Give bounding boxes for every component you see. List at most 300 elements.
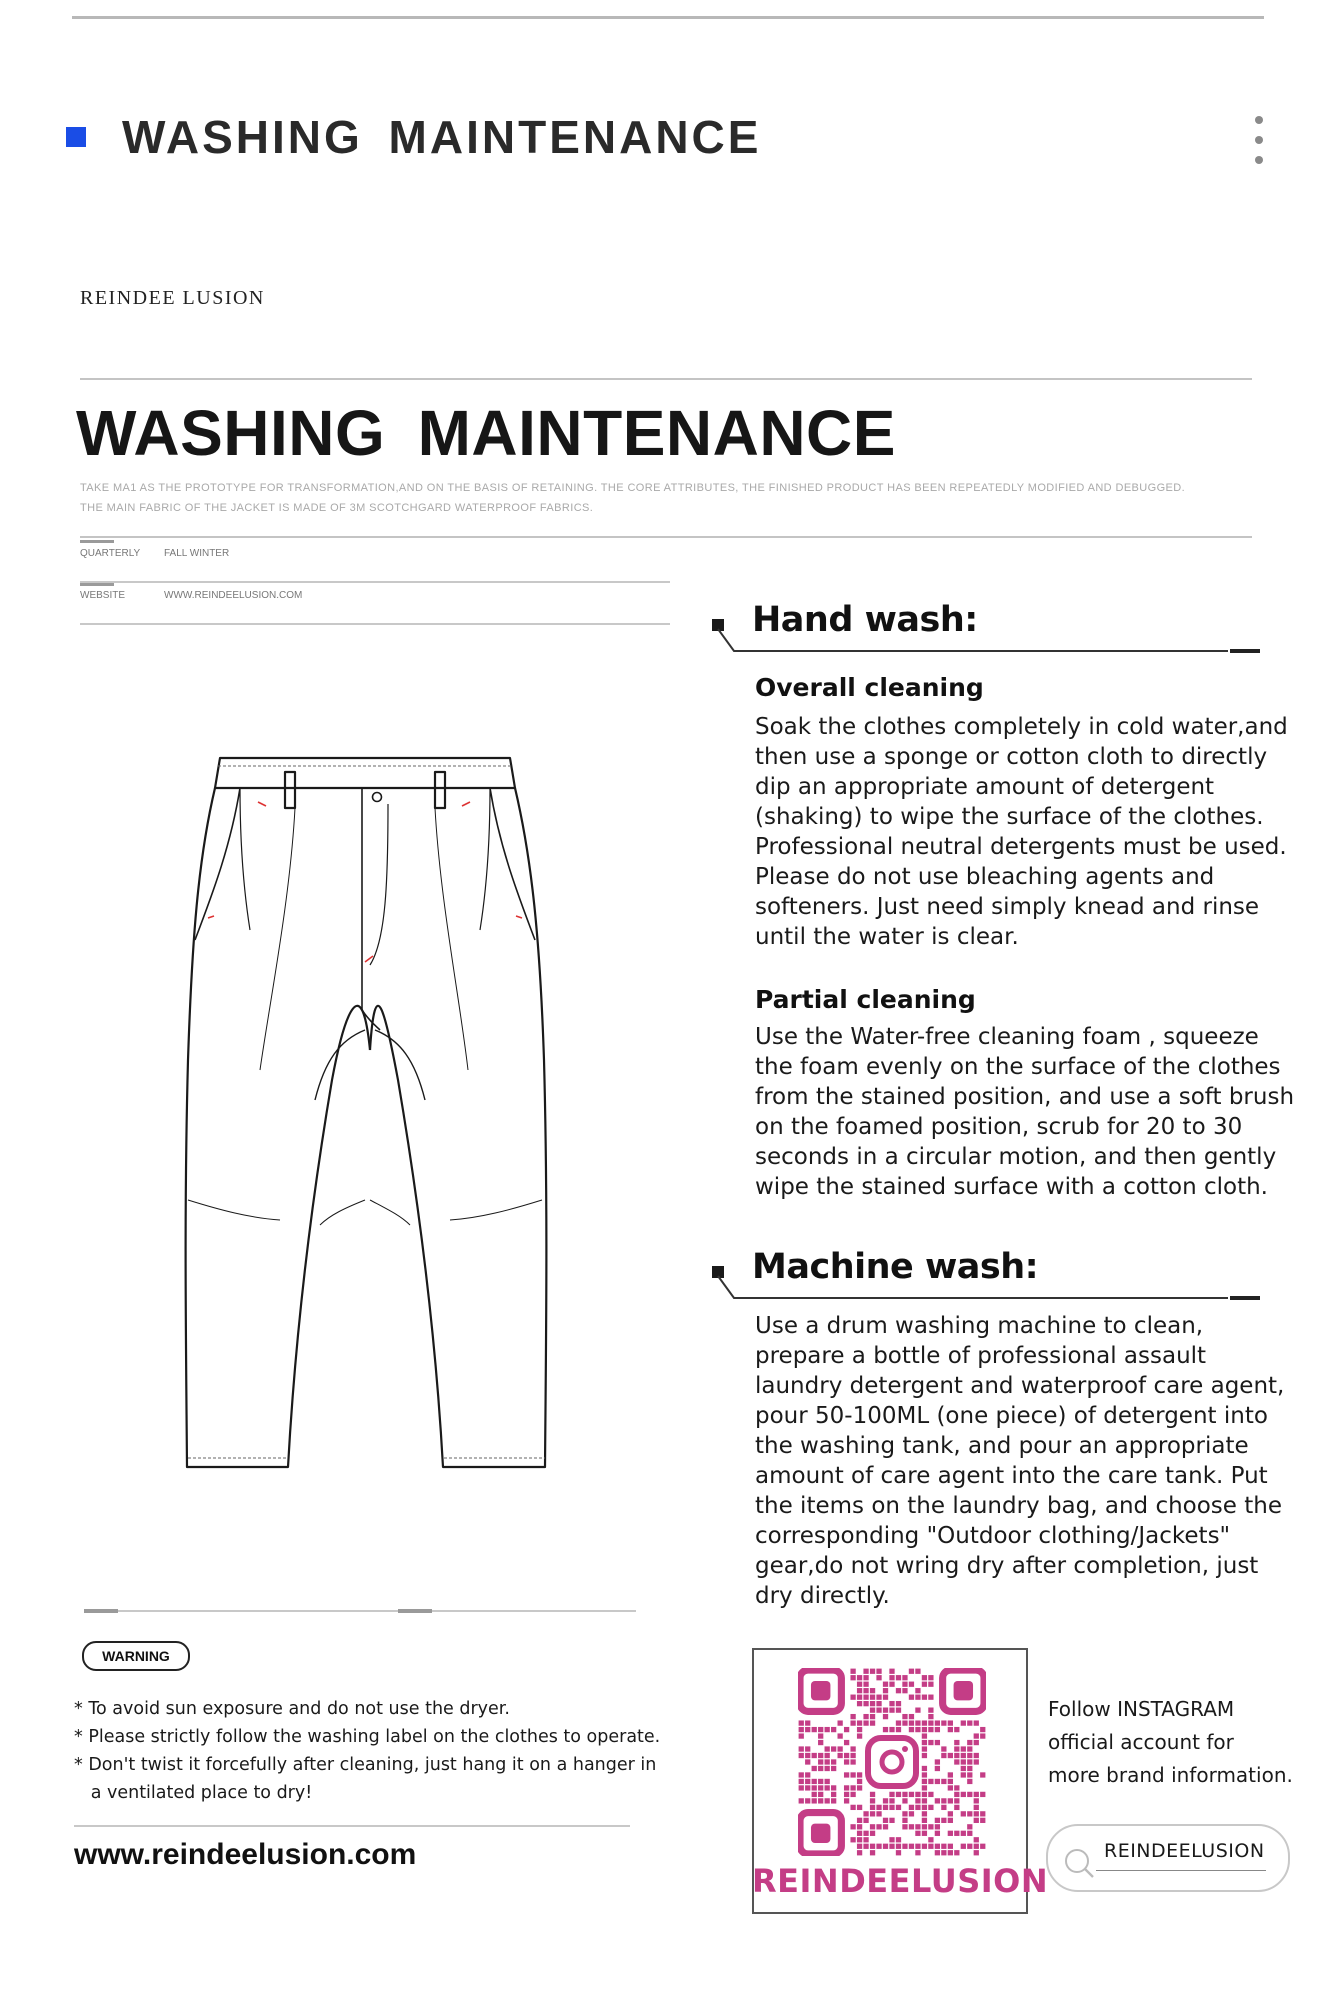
qr-module (909, 1805, 914, 1810)
qr-module (909, 1811, 914, 1816)
qr-module (850, 1669, 855, 1674)
qr-module (961, 1720, 966, 1725)
qr-module (961, 1811, 966, 1816)
qr-module (896, 1850, 901, 1855)
qr-module (818, 1740, 823, 1745)
qr-module (928, 1740, 933, 1745)
qr-module (844, 1772, 849, 1777)
qr-module (909, 1682, 914, 1687)
qr-module (967, 1811, 972, 1816)
divider (80, 536, 1252, 538)
divider (80, 581, 670, 583)
qr-module (941, 1746, 946, 1751)
qr-module (941, 1805, 946, 1810)
warning-item: * To avoid sun exposure and do not use the dryer. (74, 1699, 510, 1719)
qr-module (974, 1811, 979, 1816)
qr-module (818, 1785, 823, 1790)
qr-module (980, 1772, 985, 1777)
qr-module (870, 1792, 875, 1797)
qr-module (805, 1753, 810, 1758)
qr-module (902, 1792, 907, 1797)
qr-module (876, 1844, 881, 1849)
qr-module (844, 1759, 849, 1764)
trousers-illustration (170, 740, 570, 1480)
qr-module (850, 1746, 855, 1751)
qr-module (954, 1792, 959, 1797)
qr-module (844, 1727, 849, 1732)
qr-module (928, 1837, 933, 1842)
qr-module (818, 1798, 823, 1803)
qr-module (967, 1831, 972, 1836)
qr-module (870, 1669, 875, 1674)
qr-module (857, 1785, 862, 1790)
qr-module (805, 1727, 810, 1732)
qr-finder (800, 1813, 841, 1854)
qr-module (799, 1720, 804, 1725)
qr-module (909, 1824, 914, 1829)
qr-module (831, 1727, 836, 1732)
qr-module (948, 1831, 953, 1836)
qr-module (948, 1772, 953, 1777)
qr-module (850, 1675, 855, 1680)
qr-module (876, 1701, 881, 1706)
qr-module (967, 1772, 972, 1777)
qr-module (825, 1746, 830, 1751)
follow-text: official account for (1048, 1730, 1234, 1754)
qr-module (850, 1837, 855, 1842)
qr-module (876, 1695, 881, 1700)
qr-module (935, 1779, 940, 1784)
qr-module (896, 1688, 901, 1693)
qr-module (948, 1727, 953, 1732)
qr-module (857, 1695, 862, 1700)
qr-module (974, 1837, 979, 1842)
qr-module (954, 1805, 959, 1810)
qr-module (941, 1850, 946, 1855)
qr-module (915, 1695, 920, 1700)
description-line: THE MAIN FABRIC OF THE JACKET IS MADE OF 3M SCOTCHGARD WATERPROOF FABRICS. (80, 502, 594, 514)
instagram-search-text: REINDEELUSION (1104, 1840, 1265, 1862)
qr-module (889, 1669, 894, 1674)
qr-module (915, 1805, 920, 1810)
qr-module (909, 1714, 914, 1719)
qr-module (915, 1707, 920, 1712)
qr-module (812, 1798, 817, 1803)
qr-module (799, 1753, 804, 1758)
qr-module (935, 1766, 940, 1771)
qr-module (915, 1844, 920, 1849)
qr-module (915, 1688, 920, 1693)
qr-module (812, 1766, 817, 1771)
qr-module (954, 1785, 959, 1790)
qr-module (837, 1753, 842, 1758)
qr-module (837, 1720, 842, 1725)
qr-module (850, 1805, 855, 1810)
qr-module (844, 1785, 849, 1790)
qr-module (818, 1753, 823, 1758)
qr-module (928, 1675, 933, 1680)
qr-module (863, 1701, 868, 1706)
qr-module (857, 1720, 862, 1725)
qr-module (915, 1792, 920, 1797)
qr-module (935, 1798, 940, 1803)
qr-module (922, 1733, 927, 1738)
qr-module (889, 1805, 894, 1810)
qr-module (928, 1844, 933, 1849)
qr-module (896, 1837, 901, 1842)
qr-module (805, 1798, 810, 1803)
qr-module (902, 1714, 907, 1719)
qr-module (974, 1798, 979, 1803)
qr-module (902, 1818, 907, 1823)
qr-module (915, 1669, 920, 1674)
qr-module (805, 1759, 810, 1764)
qr-module (883, 1707, 888, 1712)
meta-marker (80, 540, 114, 543)
rule-marker (398, 1609, 432, 1613)
qr-module (922, 1831, 927, 1836)
qr-module (825, 1798, 830, 1803)
divider (80, 623, 670, 625)
qr-module (915, 1850, 920, 1855)
qr-module (889, 1837, 894, 1842)
overall-cleaning-text: Soak the clothes completely in cold water,and then use a sponge or cotton cloth to directly dip an appropriate amount of detergent (shaking) to wipe the surface of the clothes. Professional neutral detergents must be used. Please do not use bleaching agents and softeners. Just need simply knead and rinse until the water is clear. (755, 714, 1288, 950)
qr-module (896, 1675, 901, 1680)
qr-module (928, 1824, 933, 1829)
qr-module (922, 1779, 927, 1784)
qr-module (974, 1759, 979, 1764)
qr-module (915, 1831, 920, 1836)
qr-module (870, 1831, 875, 1836)
qr-module (825, 1727, 830, 1732)
qr-module (876, 1669, 881, 1674)
qr-module (825, 1753, 830, 1758)
qr-module (948, 1850, 953, 1855)
qr-module (948, 1818, 953, 1823)
qr-module (915, 1727, 920, 1732)
qr-module (850, 1792, 855, 1797)
meta-label-website: WEBSITE (80, 590, 126, 601)
qr-module (812, 1779, 817, 1784)
qr-module (825, 1759, 830, 1764)
qr-module (863, 1682, 868, 1687)
qr-module (896, 1727, 901, 1732)
qr-module (967, 1746, 972, 1751)
qr-module (954, 1753, 959, 1758)
qr-finder (800, 1670, 841, 1711)
qr-module (831, 1792, 836, 1797)
qr-module (889, 1727, 894, 1732)
qr-module (837, 1733, 842, 1738)
qr-module (818, 1792, 823, 1797)
qr-module (844, 1740, 849, 1745)
qr-module (870, 1714, 875, 1719)
qr-module (870, 1844, 875, 1849)
qr-module (909, 1727, 914, 1732)
qr-module (805, 1779, 810, 1784)
qr-module (922, 1824, 927, 1829)
qr-module (909, 1844, 914, 1849)
qr-module (812, 1792, 817, 1797)
qr-module (967, 1792, 972, 1797)
qr-module (850, 1720, 855, 1725)
qr-module (870, 1824, 875, 1829)
qr-module (961, 1746, 966, 1751)
qr-module (941, 1779, 946, 1784)
qr-module (954, 1746, 959, 1751)
qr-module (922, 1675, 927, 1680)
qr-module (896, 1805, 901, 1810)
qr-module (961, 1772, 966, 1777)
top-divider (72, 16, 1264, 19)
qr-module (948, 1720, 953, 1725)
qr-module (818, 1727, 823, 1732)
qr-module (863, 1669, 868, 1674)
qr-module (935, 1850, 940, 1855)
qr-module (825, 1785, 830, 1790)
follow-text: more brand information. (1048, 1763, 1293, 1787)
qr-module (948, 1798, 953, 1803)
qr-module (805, 1720, 810, 1725)
main-title: WASHING MAINTENANCE (76, 397, 896, 469)
search-icon (1062, 1846, 1096, 1880)
qr-module (974, 1740, 979, 1745)
qr-module (870, 1688, 875, 1693)
qr-module (805, 1772, 810, 1777)
qr-module (799, 1733, 804, 1738)
qr-module (915, 1824, 920, 1829)
qr-module (876, 1805, 881, 1810)
qr-module (928, 1727, 933, 1732)
brand-name: REINDEE LUSION (80, 287, 265, 309)
qr-module (915, 1720, 920, 1725)
partial-cleaning-title: Partial cleaning (755, 985, 976, 1014)
meta-marker (80, 583, 114, 586)
qr-module (896, 1792, 901, 1797)
qr-module (863, 1720, 868, 1725)
qr-module (980, 1811, 985, 1816)
qr-module (961, 1831, 966, 1836)
qr-module (980, 1844, 985, 1849)
qr-module (863, 1831, 868, 1836)
qr-module (922, 1740, 927, 1745)
meta-label-quarterly: QUARTERLY (80, 548, 141, 559)
qr-module (935, 1824, 940, 1829)
qr-module (902, 1811, 907, 1816)
qr-module (837, 1746, 842, 1751)
qr-module (883, 1682, 888, 1687)
qr-module (948, 1785, 953, 1790)
qr-module (850, 1759, 855, 1764)
qr-module (889, 1798, 894, 1803)
qr-module (883, 1727, 888, 1732)
qr-module (857, 1850, 862, 1855)
divider (80, 378, 1252, 380)
qr-module (889, 1682, 894, 1687)
qr-module (902, 1798, 907, 1803)
qr-module (876, 1675, 881, 1680)
qr-module (935, 1831, 940, 1836)
qr-module (909, 1792, 914, 1797)
meta-value-season: FALL WINTER (164, 548, 230, 559)
qr-module (935, 1720, 940, 1725)
warning-item: * Please strictly follow the washing label on the clothes to operate. (74, 1727, 661, 1747)
qr-module (896, 1701, 901, 1706)
qr-module (941, 1844, 946, 1849)
qr-module (928, 1682, 933, 1687)
qr-module (902, 1675, 907, 1680)
qr-module (922, 1785, 927, 1790)
qr-module (935, 1740, 940, 1745)
qr-module (948, 1779, 953, 1784)
qr-module (922, 1805, 927, 1810)
qr-module (928, 1695, 933, 1700)
machine-wash-text: Use a drum washing machine to clean, prepare a bottle of professional assault laundry detergent and waterproof care agent, pour 50-100ML (one piece) of detergent into the washing tank, and pour an appropriate amount of care agent into the care tank. Put the items on the laundry bag, and choose the corresponding "Outdoor clothing/Jackets" gear,do not wring dry after completion, just dry directly. (755, 1313, 1285, 1609)
qr-module (974, 1844, 979, 1849)
warning-badge: WARNING (82, 1641, 190, 1671)
qr-module (863, 1695, 868, 1700)
qr-module (928, 1792, 933, 1797)
qr-module (870, 1701, 875, 1706)
qr-module (799, 1779, 804, 1784)
qr-brand-label: REINDEELUSION (752, 1862, 1049, 1900)
qr-module (831, 1785, 836, 1790)
qr-module (954, 1850, 959, 1855)
qr-module (850, 1772, 855, 1777)
qr-module (870, 1798, 875, 1803)
qr-module (909, 1669, 914, 1674)
divider (84, 1610, 636, 1612)
qr-module (857, 1824, 862, 1829)
overall-cleaning-title: Overall cleaning (755, 673, 984, 702)
qr-module (857, 1688, 862, 1693)
qr-module (928, 1779, 933, 1784)
qr-module (857, 1805, 862, 1810)
qr-module (883, 1695, 888, 1700)
qr-module (883, 1824, 888, 1829)
header-accent-square (66, 127, 86, 147)
qr-module (863, 1837, 868, 1842)
qr-module (831, 1746, 836, 1751)
qr-module (889, 1818, 894, 1823)
qr-module (922, 1682, 927, 1687)
instagram-icon (868, 1738, 916, 1786)
qr-module (941, 1753, 946, 1758)
website-link[interactable]: www.reindeelusion.com (74, 1838, 417, 1871)
search-underline (1096, 1870, 1266, 1871)
qr-module (896, 1707, 901, 1712)
qr-module (967, 1844, 972, 1849)
qr-module (922, 1792, 927, 1797)
qr-module (922, 1766, 927, 1771)
qr-module (870, 1695, 875, 1700)
qr-module (857, 1831, 862, 1836)
qr-module (935, 1844, 940, 1849)
qr-module (799, 1772, 804, 1777)
qr-module (831, 1759, 836, 1764)
qr-module (967, 1753, 972, 1758)
qr-module (844, 1753, 849, 1758)
rule-marker (84, 1609, 118, 1613)
qr-module (922, 1798, 927, 1803)
qr-module (902, 1824, 907, 1829)
qr-module (948, 1811, 953, 1816)
qr-module (922, 1811, 927, 1816)
qr-module (948, 1844, 953, 1849)
qr-module (844, 1798, 849, 1803)
qr-module (857, 1779, 862, 1784)
qr-module (922, 1695, 927, 1700)
qr-module (805, 1785, 810, 1790)
qr-module (799, 1746, 804, 1751)
qr-module (915, 1798, 920, 1803)
qr-module (967, 1766, 972, 1771)
machine-wash-title: Machine wash: (752, 1247, 1039, 1287)
qr-module (954, 1831, 959, 1836)
qr-module (961, 1753, 966, 1758)
qr-module (850, 1695, 855, 1700)
qr-module (818, 1733, 823, 1738)
qr-module (902, 1682, 907, 1687)
qr-module (857, 1837, 862, 1842)
qr-module (857, 1772, 862, 1777)
qr-module (974, 1805, 979, 1810)
qr-module (857, 1818, 862, 1823)
qr-finder (943, 1670, 984, 1711)
qr-module (935, 1818, 940, 1823)
qr-module (812, 1753, 817, 1758)
qr-module (812, 1785, 817, 1790)
qr-module (850, 1753, 855, 1758)
qr-module (974, 1720, 979, 1725)
description-line: TAKE MA1 AS THE PROTOTYPE FOR TRANSFORMATION,AND ON THE BASIS OF RETAINING. THE CORE ATTRIBUTES, THE FINISHED PRODUCT HAS BEEN REPEATEDLY MODIFIED AND DEBUGGED. (80, 482, 1186, 494)
qr-module (850, 1785, 855, 1790)
qr-module (967, 1824, 972, 1829)
qr-module (883, 1798, 888, 1803)
qr-module (831, 1798, 836, 1803)
qr-module (954, 1798, 959, 1803)
qr-module (876, 1811, 881, 1816)
qr-module (812, 1727, 817, 1732)
qr-module (974, 1753, 979, 1758)
qr-module (922, 1720, 927, 1725)
qr-module (876, 1707, 881, 1712)
qr-module (909, 1720, 914, 1725)
qr-module (889, 1675, 894, 1680)
qr-module (799, 1785, 804, 1790)
qr-module (831, 1766, 836, 1771)
qr-module (974, 1792, 979, 1797)
qr-module (954, 1759, 959, 1764)
qr-module (922, 1727, 927, 1732)
qr-module (889, 1707, 894, 1712)
qr-module (896, 1844, 901, 1849)
qr-module (941, 1818, 946, 1823)
divider (74, 1825, 630, 1827)
qr-module (863, 1844, 868, 1849)
qr-module (863, 1688, 868, 1693)
qr-module (902, 1720, 907, 1725)
qr-module (928, 1720, 933, 1725)
qr-module (818, 1759, 823, 1764)
qr-module (928, 1707, 933, 1712)
qr-module (857, 1675, 862, 1680)
qr-module (863, 1675, 868, 1680)
more-vertical-icon[interactable] (1252, 116, 1266, 172)
qr-module (870, 1805, 875, 1810)
qr-module (967, 1779, 972, 1784)
qr-module (974, 1818, 979, 1823)
